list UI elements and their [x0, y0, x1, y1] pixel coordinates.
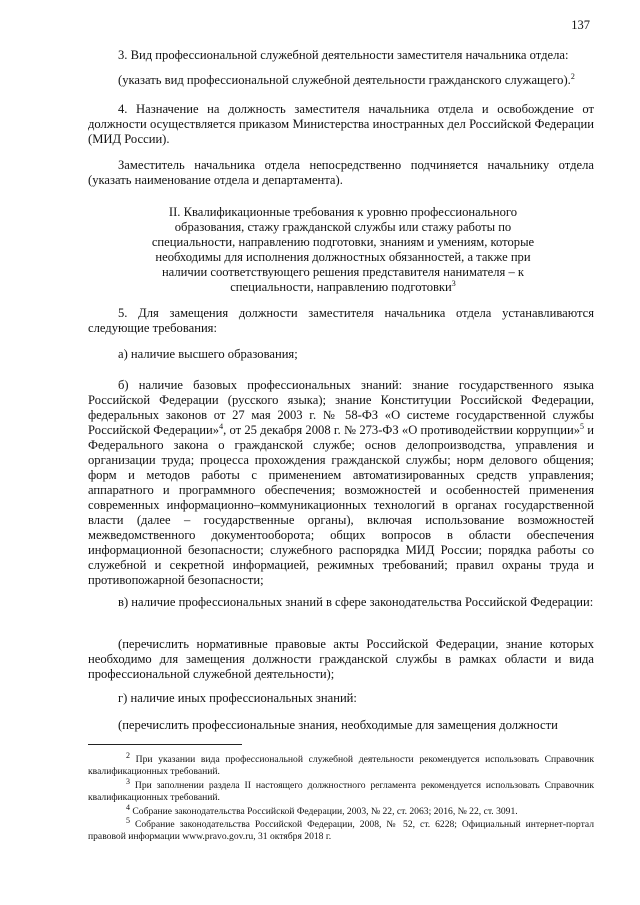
section-title: II. Квалификационные требования к уровню профессионального образования, стажу гражданской службы или стажу работы по специальности, направлению подготовки, знаниям и умениям, которые необходимы для исполнения должностных обязанностей, а также при наличии соответствующего решения представителя нанимателя – к специальности, направлению подготовки$^3$	[151, 205, 535, 294]
item-v-instruction: (перечислить нормативные правовые акты Российской Федерации, знание которых необходимо для замещения должности гражданской службы в рамках области и вида профессиональной служебной деятельности);	[88, 637, 594, 681]
footnote-ref: 3	[451, 278, 456, 288]
item-a: а) наличие высшего образования;	[118, 347, 298, 361]
footnote-5: $^5$ Собрание законодательства Российской Федерации, 2008, № 52, ст. 6228; Официальный интернет-портал правовой информации www.pravo.gov.ru, 31 октября 2018 г.	[88, 815, 595, 842]
paragraph-4: 4. Назначение на должность заместителя начальника отдела и освобождение от должности осуществляется приказом Министерства иностранных дел Российской Федерации (МИД России).	[88, 102, 594, 146]
footnote-separator	[88, 744, 242, 745]
footnote-3: $^3$ При заполнении раздела II настоящего должностного регламента рекомендуется использовать Справочник квалификационных требований.	[88, 776, 595, 803]
paragraph-3-instruction: (указать вид профессиональной служебной деятельности гражданского служащего).$^2$	[118, 71, 575, 87]
item-g-instruction: (перечислить профессиональные знания, необходимые для замещения должности	[118, 718, 558, 732]
paragraph-4-subordination: Заместитель начальника отдела непосредственно подчиняется начальнику отдела (указать наименование отдела и департамента).	[88, 158, 594, 187]
item-g: г) наличие иных профессиональных знаний:	[118, 691, 357, 705]
paragraph-3: 3. Вид профессиональной служебной деятельности заместителя начальника отдела:	[118, 48, 569, 62]
item-v: в) наличие профессиональных знаний в сфере законодательства Российской Федерации:	[118, 595, 594, 609]
item-b: б) наличие базовых профессиональных знаний: знание государственного языка Российской Федерации (русского языка); знание Конституции Российской Федерации, федеральных законов от 27 мая 2003 г. № 58-ФЗ «О системе государственной службы Российской Федерации»$^4$, от 25 декабря 2008 г. № 273-ФЗ «О противодействии коррупции»$^5$ и Федерального закона о гражданской службе; основ делопроизводства, управления и организации труда; процесса прохождения гражданской службы; норм делового общения; форм и методов работы с применением автоматизированных средств управления; аппаратного и программного обеспечения; возможностей и особенностей применения современных информационно–коммуникационных технологий в органах государственной власти (далее – государственные органы), включая использование возможностей межведомственного документооборота; общих вопросов в области обеспечения информационной безопасности; служебного распорядка МИД России; порядка работы со служебной и секретной информацией, режимных требований; правил охраны труда и противопожарной безопасности;	[88, 378, 594, 587]
footnote-ref: 4	[219, 421, 224, 431]
footnote-ref: 5	[580, 421, 585, 431]
footnote-ref: 2	[570, 71, 575, 81]
footnote-4: $^4$ Собрание законодательства Российской Федерации, 2003, № 22, ст. 2063; 2016, № 22, ст. 3091.	[126, 802, 518, 817]
footnote-2: $^2$ При указании вида профессиональной служебной деятельности рекомендуется использовать Справочник квалификационных требований.	[88, 750, 594, 777]
paragraph-5: 5. Для замещения должности заместителя начальника отдела устанавливаются следующие требования:	[88, 306, 594, 335]
page-number: 137	[571, 18, 590, 32]
